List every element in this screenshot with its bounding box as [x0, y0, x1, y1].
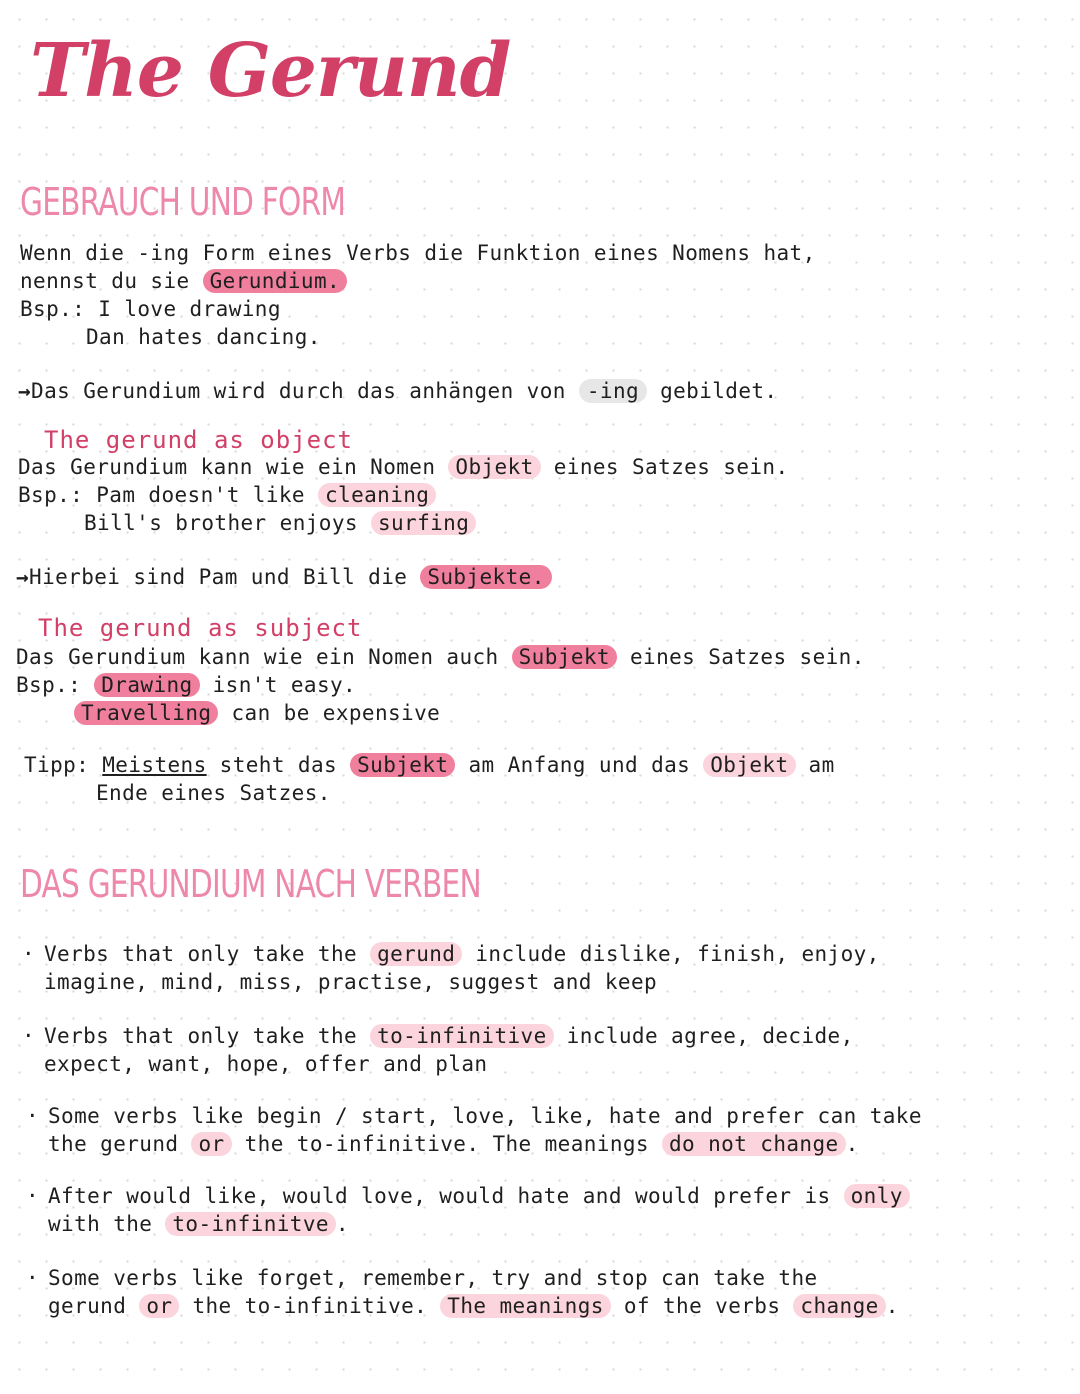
- subject-example-1-end: isn't easy.: [199, 673, 357, 697]
- arrow-right-icon: →: [18, 379, 32, 403]
- bullet-dot: ·: [26, 1104, 40, 1128]
- bullet-3-line-2-text: the gerund: [48, 1132, 192, 1156]
- highlight-do-not-change: do not change: [662, 1132, 846, 1156]
- highlight-ing: -ing: [579, 379, 647, 403]
- bullet-item-2: [22, 1022, 854, 1078]
- bullet-5-text: Some verbs like forget, remember, try and stop can take the: [48, 1266, 818, 1290]
- bullet-item-4: [26, 1182, 910, 1238]
- bullet-5-line-2-end: .: [885, 1294, 899, 1318]
- subject-line-1-text: Das Gerundium kann wie ein Nomen auch: [16, 645, 512, 669]
- subject-example-2-end: can be expensive: [218, 701, 441, 725]
- tip-line-1: [24, 752, 835, 779]
- bullet-4-line-2-text: with the: [48, 1212, 166, 1236]
- subject-note: [16, 564, 552, 591]
- highlight-or-2: or: [139, 1294, 179, 1318]
- bullet-5-line-2-mid-2: of the verbs: [610, 1294, 794, 1318]
- bullet-4-line-2-end: .: [335, 1212, 349, 1236]
- highlight-tip-objekt: Objekt: [703, 753, 795, 777]
- subject-note-text: Hierbei sind Pam und Bill die: [29, 565, 421, 589]
- formation-note: [18, 378, 777, 405]
- bullet-4-text: After would like, would love, would hate and would prefer is: [48, 1184, 844, 1208]
- object-line-1: [18, 454, 789, 481]
- subheading-gerund-as-subject: The gerund as subject: [38, 614, 363, 642]
- bullet-item-1: [22, 940, 880, 996]
- tip-text-2: am Anfang und das: [455, 753, 704, 777]
- intro-line-2-text: nennst du sie: [20, 269, 203, 293]
- highlight-objekt: Objekt: [448, 455, 540, 479]
- object-example-1-text: Bsp.: Pam doesn't like: [18, 483, 318, 507]
- bullet-dot: ·: [22, 1024, 36, 1048]
- highlight-subjekt: Subjekt: [512, 645, 617, 669]
- highlight-drawing: Drawing: [94, 673, 199, 697]
- bullet-3-text: Some verbs like begin / start, love, like, hate and prefer can take: [48, 1104, 922, 1128]
- tip-text-3: am: [795, 753, 835, 777]
- highlight-to-infinitve: to-infinitve: [165, 1212, 336, 1236]
- subject-example-1: [16, 672, 356, 699]
- formation-text-end: gebildet.: [647, 379, 778, 403]
- tip-line-2: Ende eines Satzes.: [96, 781, 331, 805]
- highlight-or: or: [191, 1132, 231, 1156]
- tip-label: Tipp:: [24, 753, 103, 777]
- intro-line-1: Wenn die -ing Form eines Verbs die Funktion eines Nomens hat,: [20, 241, 816, 265]
- highlight-tip-subjekt: Subjekt: [350, 753, 455, 777]
- bullet-3-line-2: [26, 1130, 922, 1158]
- bullet-dot: ·: [26, 1184, 40, 1208]
- bullet-2-text-end: include agree, decide,: [553, 1024, 854, 1048]
- bullet-1-text-end: include dislike, finish, enjoy,: [462, 942, 880, 966]
- bullet-1-line-2: imagine, mind, miss, practise, suggest and keep: [44, 970, 658, 994]
- bullet-5-line-2: [26, 1292, 899, 1320]
- object-example-1: [18, 482, 436, 509]
- page-title: The Gerund: [30, 28, 511, 114]
- subject-example-label: Bsp.:: [16, 673, 95, 697]
- section-heading-gebrauch-und-form: GEBRAUCH UND FORM: [20, 180, 346, 224]
- bullet-5-line-2-text: gerund: [48, 1294, 140, 1318]
- highlight-to-infinitive: to-infinitive: [370, 1024, 554, 1048]
- bullet-2-text: Verbs that only take the: [44, 1024, 371, 1048]
- subheading-gerund-as-object: The gerund as object: [44, 426, 353, 454]
- object-example-2: [18, 510, 476, 537]
- highlight-gerund: gerund: [370, 942, 462, 966]
- bullet-3-line-2-end: .: [845, 1132, 859, 1156]
- highlight-only: only: [844, 1184, 910, 1208]
- bullet-item-5: [26, 1264, 899, 1320]
- arrow-right-icon: →: [16, 565, 30, 589]
- bullet-dot: ·: [22, 942, 36, 966]
- highlight-change: change: [793, 1294, 885, 1318]
- object-line-1-end: eines Satzes sein.: [540, 455, 789, 479]
- bullet-2-line-2: expect, want, hope, offer and plan: [44, 1052, 488, 1076]
- bullet-3-line-2-mid: the to-infinitive. The meanings: [231, 1132, 662, 1156]
- highlight-subjekte: Subjekte.: [420, 565, 551, 589]
- highlight-gerundium: Gerundium.: [203, 269, 347, 293]
- highlight-surfing: surfing: [371, 511, 476, 535]
- highlight-cleaning: cleaning: [318, 483, 436, 507]
- subject-line-1: [16, 644, 865, 671]
- section-heading-gerundium-nach-verben: DAS GERUNDIUM NACH VERBEN: [20, 862, 481, 906]
- intro-example-1: Bsp.: I love drawing: [20, 297, 281, 321]
- bullet-5-line-2-mid: the to-infinitive.: [179, 1294, 441, 1318]
- bullet-1-text: Verbs that only take the: [44, 942, 371, 966]
- tip-underlined-word: Meistens: [102, 753, 207, 777]
- bullet-dot: ·: [26, 1266, 40, 1290]
- subject-example-2: [74, 700, 440, 727]
- subject-line-1-end: eines Satzes sein.: [616, 645, 865, 669]
- bullet-item-3: [26, 1102, 922, 1158]
- tip-text-1: steht das: [206, 753, 351, 777]
- formation-text: Das Gerundium wird durch das anhängen von: [31, 379, 579, 403]
- highlight-travelling: Travelling: [74, 701, 218, 725]
- highlight-the-meanings: The meanings: [440, 1294, 611, 1318]
- intro-line-2: [20, 268, 347, 295]
- bullet-4-line-2: [26, 1210, 910, 1238]
- object-example-2-text: Bill's brother enjoys: [84, 511, 371, 535]
- object-line-1-text: Das Gerundium kann wie ein Nomen: [18, 455, 449, 479]
- intro-example-2: Dan hates dancing.: [86, 325, 321, 349]
